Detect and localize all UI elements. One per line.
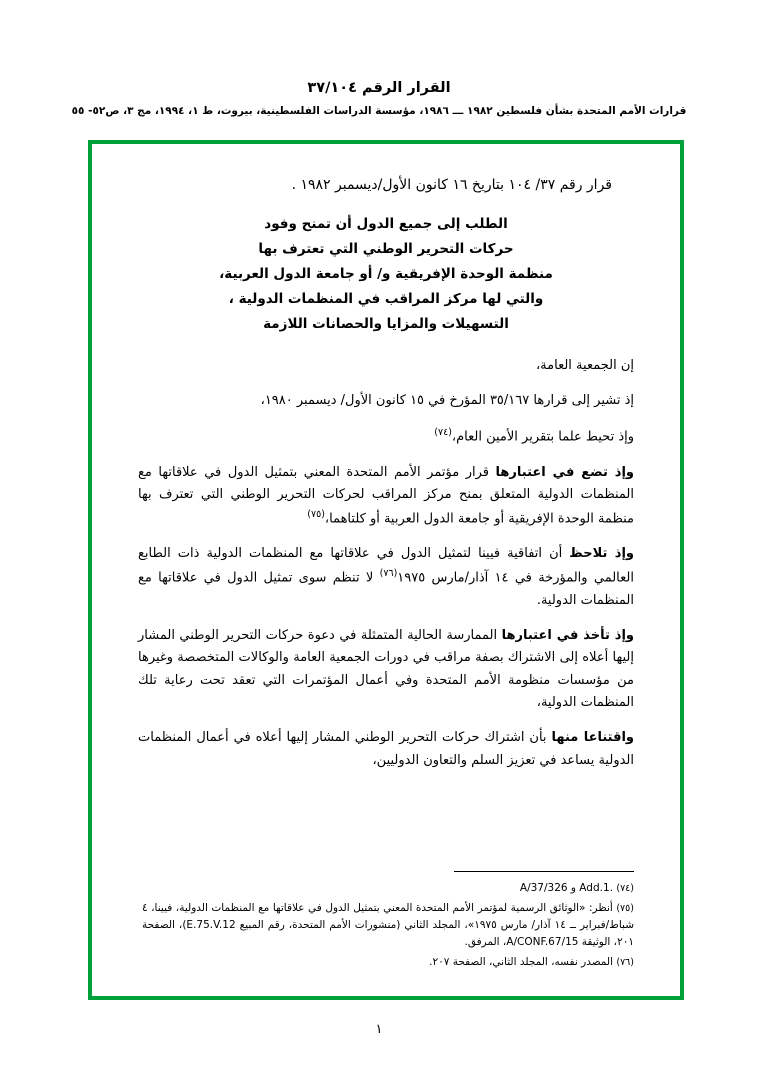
footnote-marker-76: (٧٦) xyxy=(379,567,398,579)
page-number: ١ xyxy=(375,1022,383,1037)
document-header xyxy=(0,78,758,120)
footnote-divider xyxy=(454,871,634,872)
paragraph-lead: وإذ تضع في اعتبارها xyxy=(495,465,634,481)
footnote-74 xyxy=(142,880,634,897)
source-citation: قرارات الأمم المتحدة بشأن فلسطين ١٩٨٢ ـــ ١٩٨٦، مؤسسة الدراسات الفلسطينية، بيروت، ط ١، ١٩٩٤، مج ٣، ص٥٢- ٥٥ xyxy=(71,105,687,118)
paragraph-lead: وإذ تلاحظ xyxy=(569,546,634,562)
paragraph-text: قرار مؤتمر الأمم المتحدة المعني بتمثيل الدول في علاقاتها مع المنظمات الدولية المتعلق بمنح مركز المراقب لحركات التحرير الوطني التي تعترف بها منظمة الوحدة الإفريقية أو جامعة الدول العربية أو كلتاهما، xyxy=(138,465,634,527)
footnotes-section xyxy=(142,871,634,974)
paragraph-taking-note xyxy=(138,425,634,449)
footnote-number: (٧٤) xyxy=(616,883,634,894)
footnote-text: A/37/326 و Add.1. xyxy=(519,882,613,894)
footnote-number: (٧٦) xyxy=(616,957,634,968)
paragraph-text: الممارسة الحالية المتمثلة في دعوة حركات التحرير الوطني المشار إليها أعلاه إلى الاشتراك بصفة مراقب في دورات الجمعية العامة والوكالات المتخصصة وغيرها من مؤسسات منظومة الأمم المتحدة وفي أعمال المؤتمرات التي تعقد تحت رعاية تلك المنظمات الدولية، xyxy=(138,627,634,710)
paragraph-text: إذ تشير إلى قرارها ٣٥/١٦٧ المؤرخ في ١٥ كانون الأول/ ديسمبر ١٩٨٠، xyxy=(260,393,634,408)
frame-inner xyxy=(96,148,676,992)
paragraph-text: إن الجمعية العامة، xyxy=(535,357,634,373)
resolution-title-line-2: حركات التحرير الوطني التي تعترف بها xyxy=(258,240,514,257)
resolution-title xyxy=(138,212,634,337)
paragraph-lead: وإذ تأخذ في اعتبارها xyxy=(501,627,634,643)
page-title: القرار الرقم ٣٧/١٠٤ xyxy=(307,80,451,96)
green-content-frame xyxy=(88,140,684,1000)
paragraph-lead: واقتناعا منها xyxy=(551,730,634,746)
paragraph-recalling xyxy=(138,390,634,412)
resolution-title-line-3: منظمة الوحدة الإفريقية و/ أو جامعة الدول العربية، xyxy=(219,265,553,282)
paragraph-text: وإذ تحيط علما بتقرير الأمين العام، xyxy=(451,429,634,445)
resolution-reference: قرار رقم ٣٧/ ١٠٤ بتاريخ ١٦ كانون الأول/ديسمبر ١٩٨٢ . xyxy=(291,177,612,193)
footnote-76 xyxy=(142,954,634,971)
resolution-title-line-4: والتي لها مركز المراقب في المنظمات الدولية ، xyxy=(228,290,544,307)
footnote-text: أنظر: «الوثائق الرسمية لمؤتمر الأمم المتحدة المعني بتمثيل الدول في علاقاتها مع المنظمات الدولية، فيينا، ٤ شباط/فبراير ــ ١٤ آذار/ مارس ١٩٧٥»، المجلد الثاني (منشورات الأمم المتحدة، رقم المبيع E.75.V.12)، الصفحة ٢٠١، الوثيقة A/CONF.67/15، المرفق. xyxy=(142,902,635,948)
paragraph-taking-into-account xyxy=(138,625,634,714)
paragraph-text-after: لا تنظم سوى تمثيل الدول في علاقاتها مع المنظمات الدولية. xyxy=(138,570,634,608)
resolution-title-line-5: التسهيلات والمزايا والحصانات اللازمة xyxy=(263,315,509,332)
footnote-marker-74: (٧٤) xyxy=(434,427,452,439)
footnote-marker-75: (٧٥) xyxy=(307,508,325,520)
footnote-text: المصدر نفسه، المجلد الثاني، الصفحة ٢٠٧. xyxy=(429,956,613,968)
paragraph-text: بأن اشتراك حركات التحرير الوطني المشار إليها أعلاه في أعمال المنظمات الدولية يساعد في تعزيز السلم والتعاون الدوليين، xyxy=(138,730,634,768)
footnote-number: (٧٥) xyxy=(616,903,634,914)
paragraph-bearing-in-mind xyxy=(138,462,634,530)
paragraph-convinced xyxy=(138,727,634,772)
resolution-title-line-1: الطلب إلى جميع الدول أن تمنح وفود xyxy=(264,215,508,232)
footnote-75 xyxy=(142,900,634,951)
paragraph-preamble-opening xyxy=(138,355,634,377)
paragraph-noting xyxy=(138,543,634,611)
paragraph-text: أن اتفاقية فيينا لتمثيل الدول في علاقاتها مع المنظمات الدولية ذات الطابع العالمي والمؤرخة في ١٤ آذار/مارس ١٩٧٥ xyxy=(138,546,634,586)
